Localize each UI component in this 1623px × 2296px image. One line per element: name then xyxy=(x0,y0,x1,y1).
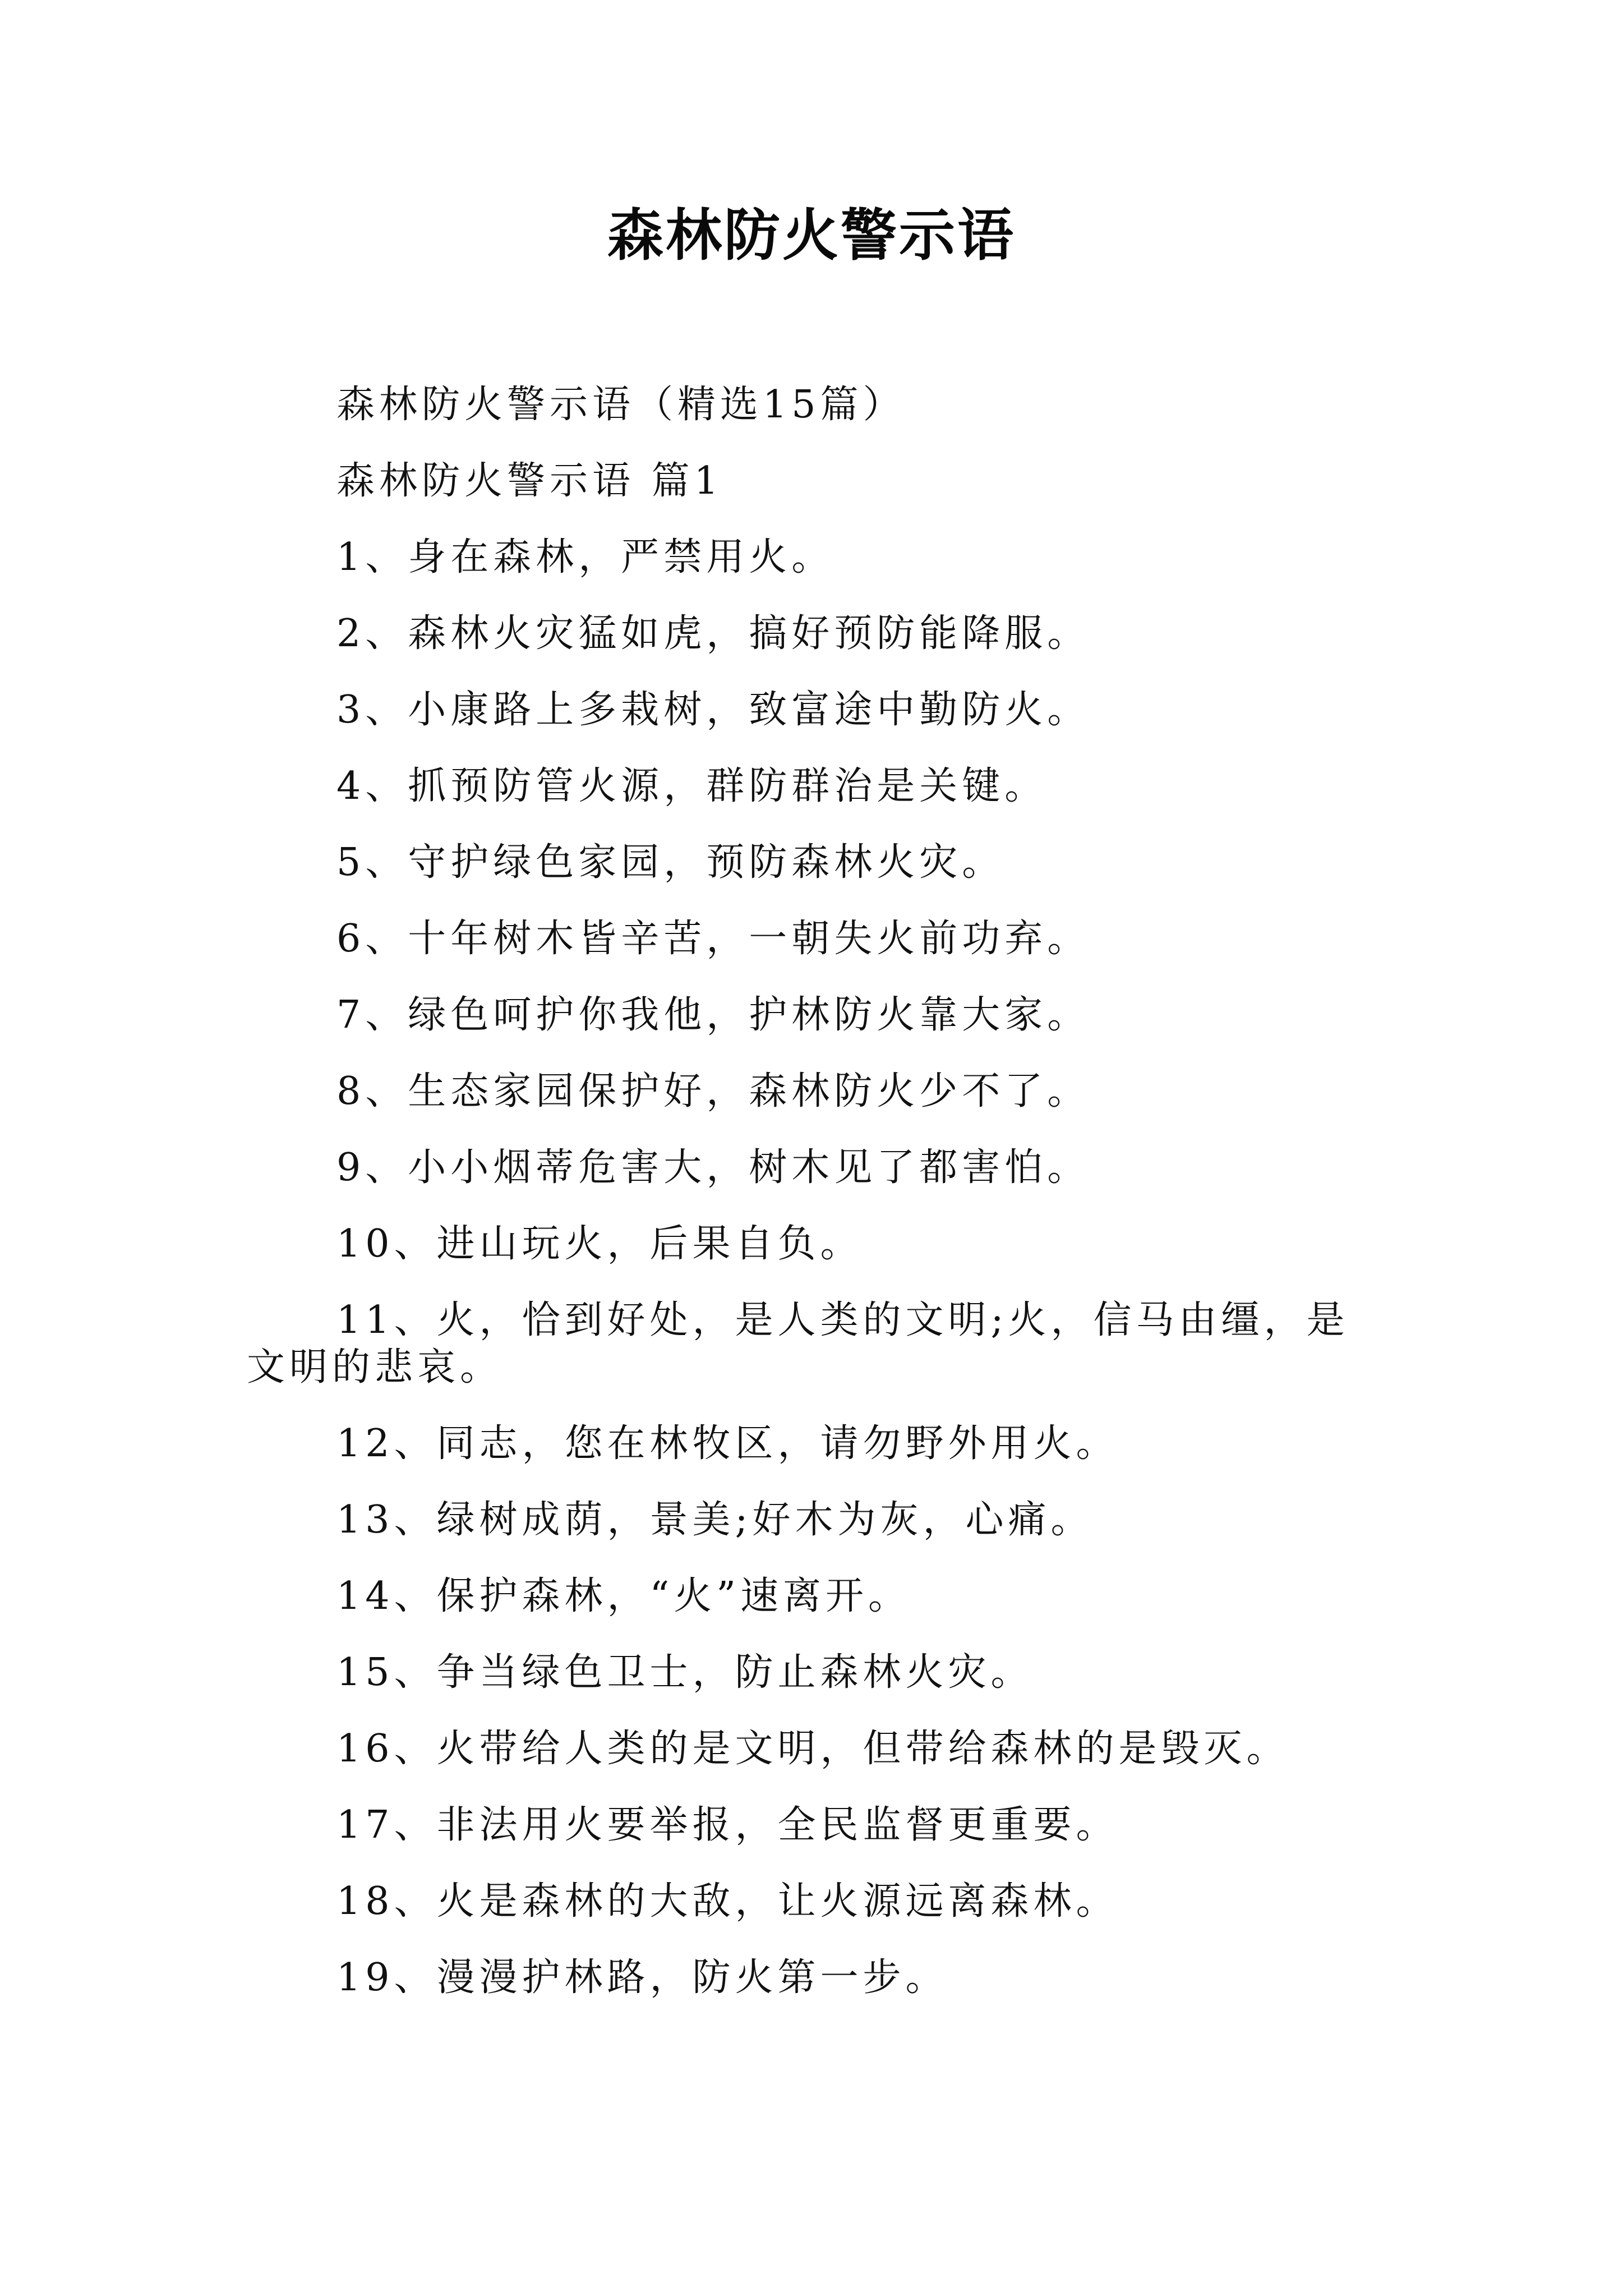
slogan-item: 4、抓预防管火源，群防群治是关键。 xyxy=(336,764,1048,808)
slogan-item: 9、小小烟蒂危害大，树木见了都害怕。 xyxy=(336,1145,1090,1190)
subtitle-line: 森林防火警示语（精选15篇） xyxy=(336,383,906,427)
slogan-item: 19、漫漫护林路，防火第一步。 xyxy=(336,1955,948,2000)
slogan-item: 11、火，恰到好处，是人类的文明;火，信马由缰，是文明的悲哀。 xyxy=(247,1298,1349,1389)
slogan-item: 2、森林火灾猛如虎，搞好预防能降服。 xyxy=(336,611,1090,656)
slogan-item: 3、小康路上多栽树，致富途中勤防火。 xyxy=(336,688,1090,732)
slogan-item: 5、守护绿色家园，预防森林火灾。 xyxy=(336,840,1005,885)
document-title: 森林防火警示语 xyxy=(607,203,1016,268)
slogan-item: 1、身在森林，严禁用火。 xyxy=(336,535,834,579)
slogan-item: 18、火是森林的大敌，让火源远离森林。 xyxy=(336,1879,1119,1924)
slogan-item: 8、生态家园保护好，森林防火少不了。 xyxy=(336,1069,1090,1114)
slogan-item: 16、火带给人类的是文明，但带给森林的是毁灭。 xyxy=(336,1727,1289,1771)
slogan-item: 10、进山玩火，后果自负。 xyxy=(336,1222,863,1266)
document-body xyxy=(247,381,1391,2031)
slogan-item: 15、争当绿色卫士，防止森林火灾。 xyxy=(336,1650,1034,1695)
slogan-item: 17、非法用火要举报，全民监督更重要。 xyxy=(336,1803,1119,1847)
slogan-item: 7、绿色呵护你我他，护林防火靠大家。 xyxy=(336,993,1090,1037)
slogan-item: 12、同志，您在林牧区，请勿野外用火。 xyxy=(336,1421,1119,1466)
slogan-item: 6、十年树木皆辛苦，一朝失火前功弃。 xyxy=(336,917,1090,961)
slogan-item: 13、绿树成荫，景美;好木为灰，心痛。 xyxy=(336,1498,1094,1542)
section-heading: 森林防火警示语 篇1 xyxy=(336,459,723,503)
slogan-item: 14、保护森林，“火”速离开。 xyxy=(336,1574,911,1618)
